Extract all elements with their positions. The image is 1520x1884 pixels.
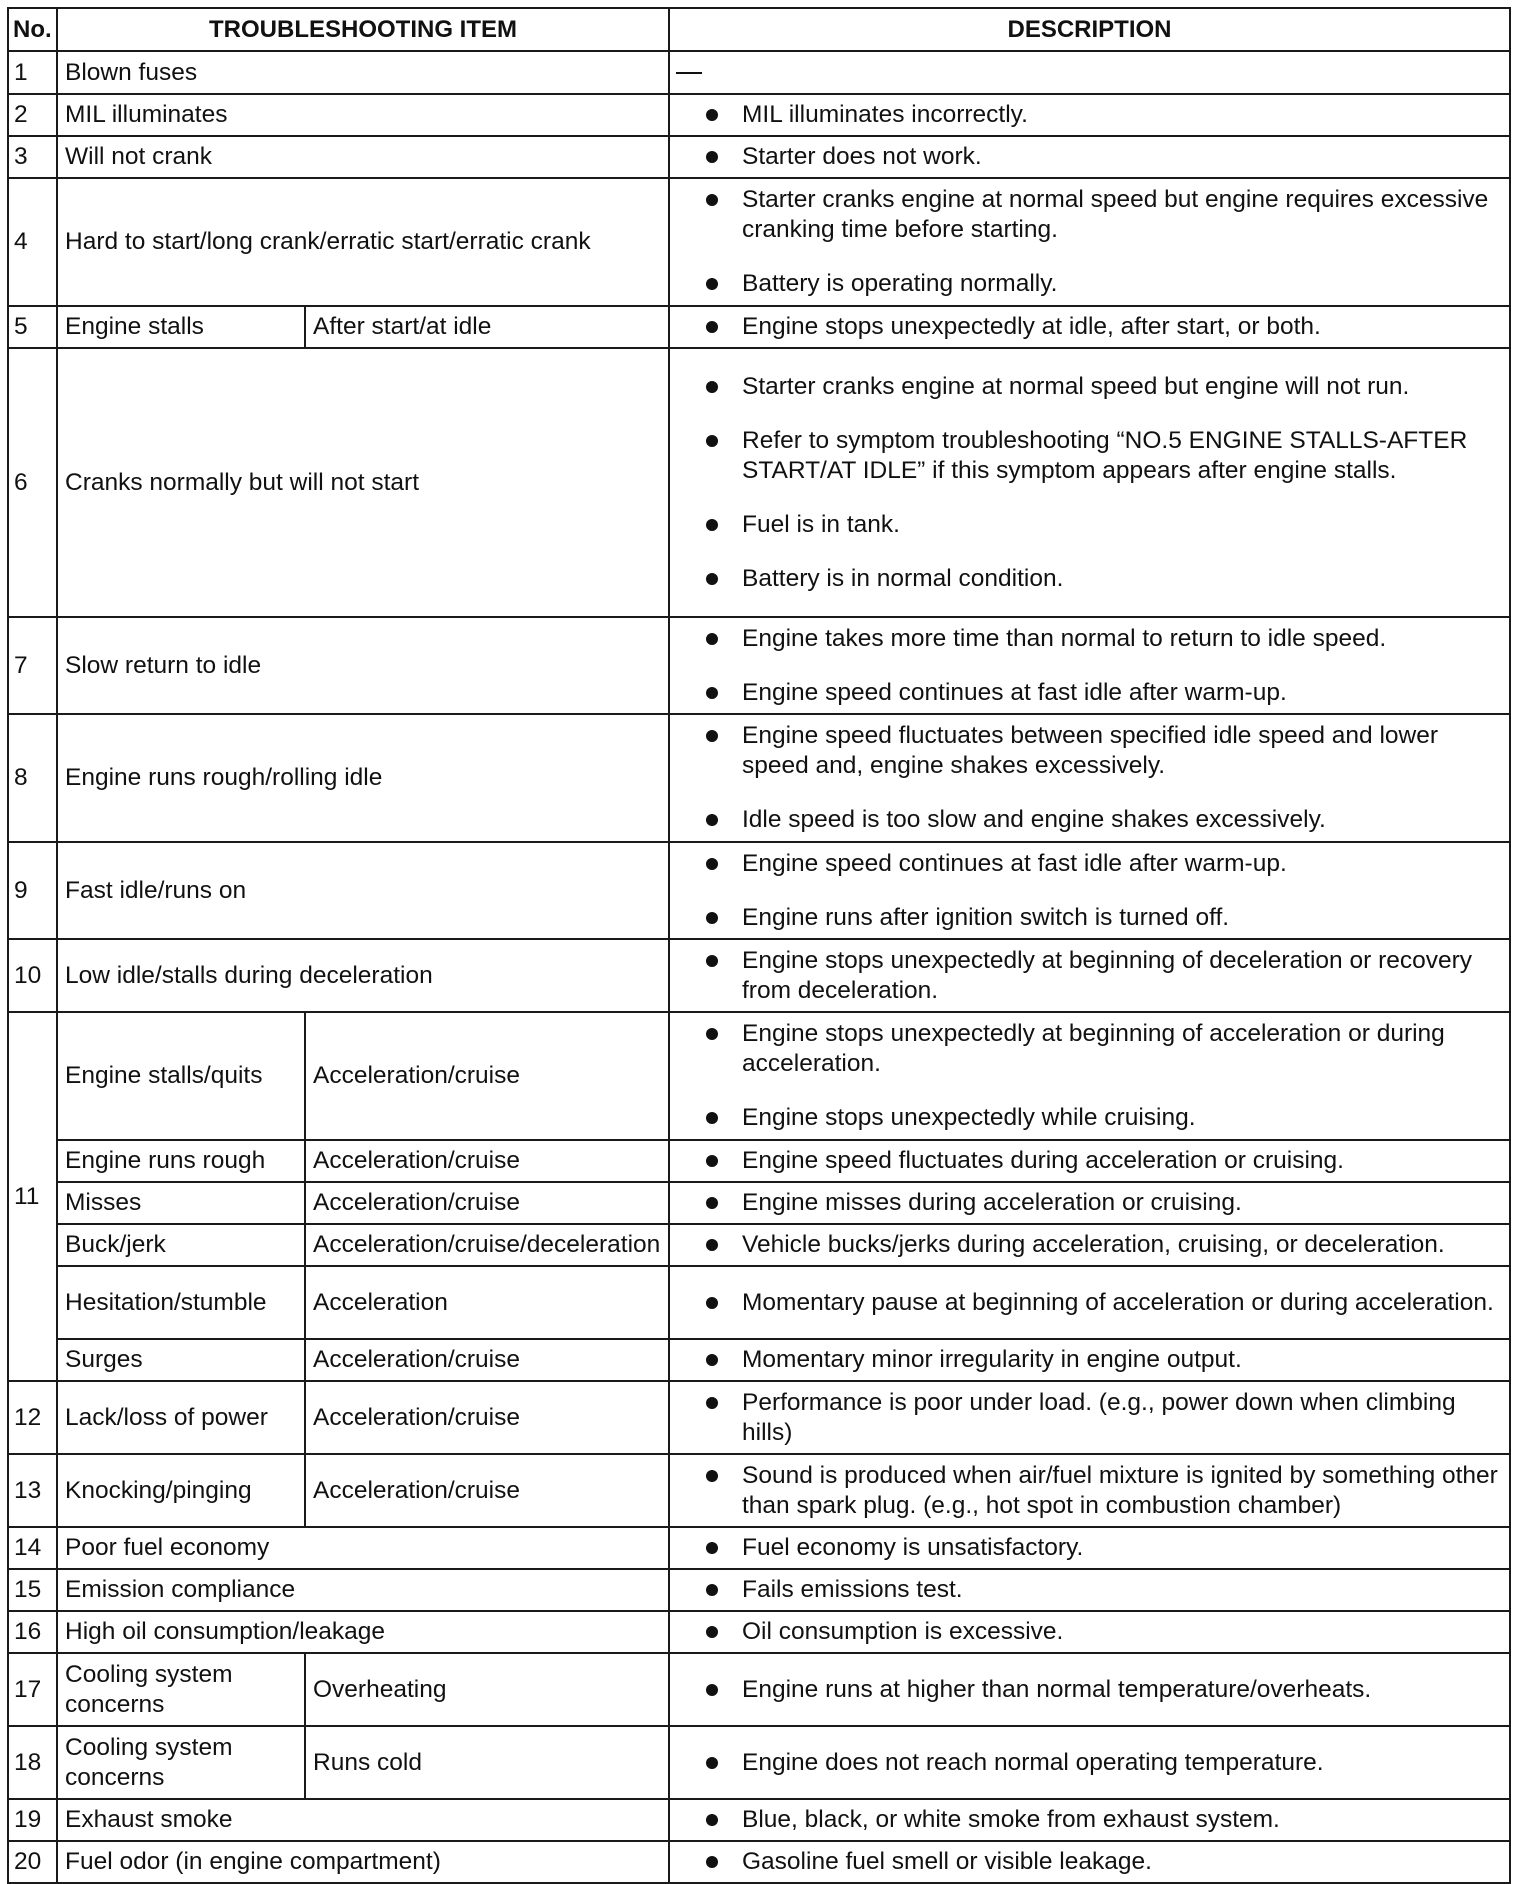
troubleshooting-condition: Acceleration/cruise [305,1140,669,1182]
table-row [8,1140,1510,1182]
table-row [8,1454,1510,1527]
table-row [8,1569,1510,1611]
row-number: 5 [8,306,57,348]
description-list [706,946,1501,1006]
description [669,178,1510,306]
description-bullet: Engine runs at higher than normal temperature/overheats. [706,1675,1501,1705]
description [669,94,1510,136]
description-bullet: Starter cranks engine at normal speed but engine will not run. [706,372,1501,402]
description-bullet: Starter does not work. [706,142,1501,172]
row-number: 4 [8,178,57,306]
troubleshooting-item: Blown fuses [57,51,669,94]
row-number: 13 [8,1454,57,1527]
row-number: 6 [8,348,57,617]
troubleshooting-item: Slow return to idle [57,617,669,714]
description [669,939,1510,1012]
description-bullet: Gasoline fuel smell or visible leakage. [706,1847,1501,1877]
troubleshooting-condition: Acceleration/cruise/deceleration [305,1224,669,1266]
description-bullet: Engine stops unexpectedly while cruising. [706,1103,1501,1133]
troubleshooting-item: Cranks normally but will not start [57,348,669,617]
troubleshooting-item: Poor fuel economy [57,1527,669,1569]
table-row [8,1224,1510,1266]
description-list [706,1288,1501,1318]
description-list [706,142,1501,172]
table-row [8,348,1510,617]
troubleshooting-item: Lack/loss of power [57,1381,305,1454]
description [669,1569,1510,1611]
table-row [8,1182,1510,1224]
description [669,1841,1510,1883]
troubleshooting-item: Knocking/pinging [57,1454,305,1527]
description [669,1140,1510,1182]
troubleshooting-item: Engine runs rough [57,1140,305,1182]
row-number: 16 [8,1611,57,1653]
troubleshooting-item: Hesitation/stumble [57,1266,305,1339]
table-row [8,1527,1510,1569]
description [669,1653,1510,1726]
description [669,51,1510,94]
description-bullet: Momentary minor irregularity in engine output. [706,1345,1501,1375]
troubleshooting-condition: Overheating [305,1653,669,1726]
description-list [706,1533,1501,1563]
description [669,1381,1510,1454]
table-row [8,1726,1510,1799]
description-list [706,1575,1501,1605]
table-body [8,51,1510,1883]
table-row [8,1611,1510,1653]
description-list [706,721,1501,835]
description-list [706,1019,1501,1133]
table-row [8,1381,1510,1454]
troubleshooting-condition: Runs cold [305,1726,669,1799]
troubleshooting-item: Hard to start/long crank/erratic start/erratic crank [57,178,669,306]
description-list [706,1461,1501,1521]
description [669,1611,1510,1653]
table-row [8,1266,1510,1339]
description-bullet: Starter cranks engine at normal speed but engine requires excessive cranking time before starting. [706,185,1501,245]
description-list [706,1675,1501,1705]
description-list [706,1617,1501,1647]
description-list [706,1345,1501,1375]
troubleshooting-item: High oil consumption/leakage [57,1611,669,1653]
description-bullet: Fails emissions test. [706,1575,1501,1605]
description-list [706,1230,1501,1260]
table-row [8,178,1510,306]
table-row [8,1012,1510,1140]
table-row [8,1339,1510,1381]
description-list [706,1388,1501,1448]
row-number: 1 [8,51,57,94]
description-bullet: Sound is produced when air/fuel mixture is ignited by something other than spark plug. (e.g., hot spot in combustion chamber) [706,1461,1501,1521]
description-bullet: Engine speed continues at fast idle after warm-up. [706,678,1501,708]
troubleshooting-item: Misses [57,1182,305,1224]
description-list [706,1847,1501,1877]
row-number: 11 [8,1012,57,1381]
description-bullet: Performance is poor under load. (e.g., power down when climbing hills) [706,1388,1501,1448]
description-list [706,312,1501,342]
description-list [706,624,1501,708]
description-bullet: Fuel economy is unsatisfactory. [706,1533,1501,1563]
description-bullet: Engine misses during acceleration or cruising. [706,1188,1501,1218]
description-list [706,849,1501,933]
table-row [8,1653,1510,1726]
row-number: 3 [8,136,57,178]
description-bullet: Oil consumption is excessive. [706,1617,1501,1647]
description-bullet: Engine speed fluctuates between specified idle speed and lower speed and, engine shakes excessively. [706,721,1501,781]
troubleshooting-condition: Acceleration/cruise [305,1454,669,1527]
troubleshooting-item: MIL illuminates [57,94,669,136]
table-row [8,94,1510,136]
description-bullet: Idle speed is too slow and engine shakes excessively. [706,805,1501,835]
troubleshooting-item: Fast idle/runs on [57,842,669,939]
description-bullet: Blue, black, or white smoke from exhaust system. [706,1805,1501,1835]
troubleshooting-item: Engine runs rough/rolling idle [57,714,669,842]
description-bullet: Engine stops unexpectedly at beginning of deceleration or recovery from deceleration. [706,946,1501,1006]
troubleshooting-item: Surges [57,1339,305,1381]
troubleshooting-item: Fuel odor (in engine compartment) [57,1841,669,1883]
row-number: 15 [8,1569,57,1611]
description [669,1012,1510,1140]
table-row [8,1799,1510,1841]
description-bullet: Engine does not reach normal operating temperature. [706,1748,1501,1778]
description [669,1339,1510,1381]
table-row [8,306,1510,348]
table-row [8,939,1510,1012]
description [669,348,1510,617]
row-number: 9 [8,842,57,939]
row-number: 10 [8,939,57,1012]
header-no: No. [8,8,57,51]
description [669,1182,1510,1224]
troubleshooting-condition: Acceleration/cruise [305,1182,669,1224]
row-number: 12 [8,1381,57,1454]
troubleshooting-item: Will not crank [57,136,669,178]
description [669,1726,1510,1799]
description-bullet: Battery is in normal condition. [706,564,1501,594]
dash-placeholder [676,72,702,74]
row-number: 2 [8,94,57,136]
description-bullet: Refer to symptom troubleshooting “NO.5 ENGINE STALLS-AFTER START/AT IDLE” if this symptom appears after engine stalls. [706,426,1501,486]
header-description: DESCRIPTION [669,8,1510,51]
description-bullet: Vehicle bucks/jerks during acceleration, cruising, or deceleration. [706,1230,1501,1260]
description-bullet: MIL illuminates incorrectly. [706,100,1501,130]
troubleshooting-item: Engine stalls [57,306,305,348]
row-number: 18 [8,1726,57,1799]
header-troubleshooting-item: TROUBLESHOOTING ITEM [57,8,669,51]
description [669,1224,1510,1266]
description-bullet: Engine speed continues at fast idle after warm-up. [706,849,1501,879]
row-number: 8 [8,714,57,842]
description-list [706,1805,1501,1835]
description-bullet: Battery is operating normally. [706,269,1501,299]
troubleshooting-item: Engine stalls/quits [57,1012,305,1140]
troubleshooting-item: Cooling system concerns [57,1653,305,1726]
troubleshooting-condition: Acceleration [305,1266,669,1339]
table-row [8,1841,1510,1883]
header-row [8,8,1510,51]
troubleshooting-item: Cooling system concerns [57,1726,305,1799]
table-row [8,136,1510,178]
description-list [706,372,1501,594]
description-list [706,185,1501,299]
description [669,1799,1510,1841]
description-bullet: Engine stops unexpectedly at beginning of acceleration or during acceleration. [706,1019,1501,1079]
description-list [706,1188,1501,1218]
description-bullet: Engine stops unexpectedly at idle, after start, or both. [706,312,1501,342]
description-bullet: Engine speed fluctuates during acceleration or cruising. [706,1146,1501,1176]
description-list [706,1748,1501,1778]
troubleshooting-condition: Acceleration/cruise [305,1381,669,1454]
row-number: 17 [8,1653,57,1726]
description-bullet: Engine runs after ignition switch is turned off. [706,903,1501,933]
row-number: 7 [8,617,57,714]
description-bullet: Fuel is in tank. [706,510,1501,540]
description [669,136,1510,178]
troubleshooting-condition: After start/at idle [305,306,669,348]
troubleshooting-table [7,7,1511,1884]
troubleshooting-condition: Acceleration/cruise [305,1339,669,1381]
description-list [706,100,1501,130]
troubleshooting-item: Emission compliance [57,1569,669,1611]
table-row [8,617,1510,714]
description [669,1266,1510,1339]
table-row [8,714,1510,842]
description-bullet: Engine takes more time than normal to return to idle speed. [706,624,1501,654]
description [669,617,1510,714]
table-row [8,51,1510,94]
description [669,1454,1510,1527]
description [669,306,1510,348]
description-list [706,1146,1501,1176]
table-row [8,842,1510,939]
troubleshooting-item: Exhaust smoke [57,1799,669,1841]
troubleshooting-item: Low idle/stalls during deceleration [57,939,669,1012]
row-number: 19 [8,1799,57,1841]
description [669,842,1510,939]
description [669,714,1510,842]
troubleshooting-item: Buck/jerk [57,1224,305,1266]
description-bullet: Momentary pause at beginning of acceleration or during acceleration. [706,1288,1501,1318]
description [669,1527,1510,1569]
row-number: 20 [8,1841,57,1883]
row-number: 14 [8,1527,57,1569]
troubleshooting-condition: Acceleration/cruise [305,1012,669,1140]
